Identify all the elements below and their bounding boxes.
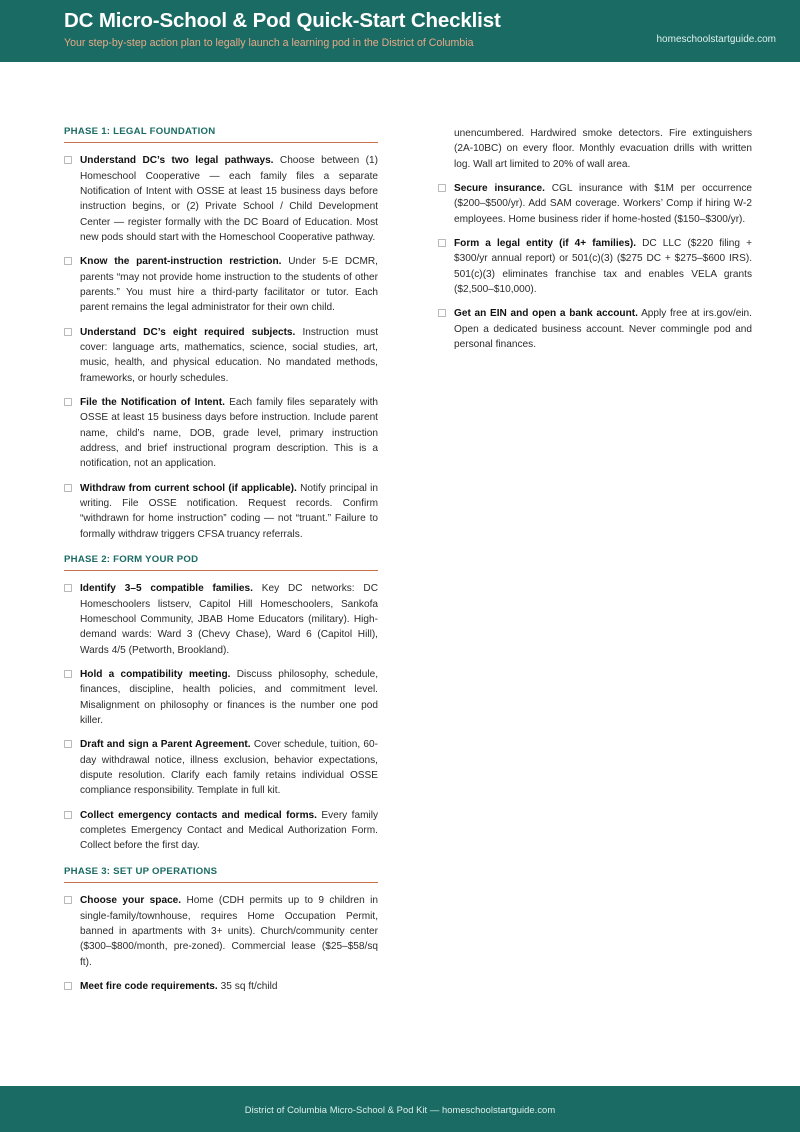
checkbox-icon[interactable] — [64, 740, 72, 748]
checklist-item-text — [454, 236, 752, 297]
checklist-item-text — [80, 893, 378, 970]
left-column — [64, 126, 378, 1006]
checklist-item-text — [80, 254, 378, 315]
phase-section — [64, 554, 378, 854]
checklist-item-text — [454, 306, 752, 352]
checklist-item — [64, 325, 378, 386]
checklist-item-text — [80, 395, 378, 472]
right-column — [438, 126, 752, 361]
phase-section — [64, 126, 378, 542]
checklist-item-description: Apply free at irs.gov/ein. Open a dedicated business account. Never commingle pod and personal finances. — [454, 308, 752, 350]
checkbox-icon[interactable] — [64, 670, 72, 678]
checklist-item-title: Form a legal entity (if 4+ families). — [454, 237, 637, 249]
checklist-item-description: Home (CDH permits up to 9 children in single-family/townhouse, requires Home Occupation Permit, banned in apartments with 3+ units). Church/community center ($300–$800/month, pre-zoned). Commercial lease ($25–$58/sq ft). — [80, 895, 378, 968]
checklist-item — [64, 893, 378, 970]
page-header — [0, 0, 800, 62]
checklist-item-description: Every family completes Emergency Contact and Medical Authorization Form. Collect before the first day. — [80, 809, 379, 852]
page-footer — [0, 1086, 800, 1132]
checkbox-icon[interactable] — [64, 811, 72, 819]
checkbox-icon[interactable] — [64, 584, 72, 592]
checklist-item-title: Secure insurance. — [454, 182, 545, 194]
checklist-item-text — [80, 325, 378, 386]
checkbox-icon[interactable] — [64, 156, 72, 164]
checklist-item-title: Hold a compatibility meeting. — [80, 669, 231, 681]
checklist-item-text — [80, 808, 378, 854]
checkbox-icon[interactable] — [438, 309, 446, 317]
checklist-item — [64, 153, 378, 245]
phase-heading — [64, 126, 378, 143]
checklist-item-description: Notify principal in writing. File OSSE notification. Request records. Confirm “withdrawn for home instruction” coding — not “truant.” Failure to formally withdraw triggers CFSA truancy referrals. — [80, 482, 378, 540]
checklist-item-title: Collect emergency contacts and medical forms. — [80, 809, 317, 821]
checklist-item — [64, 979, 378, 994]
checklist-item-text — [80, 667, 378, 728]
checklist-item-description: Key DC networks: DC Homeschoolers listserv, Capitol Hill Homeschoolers, Sankofa Homeschool Community, JBAB Home Educators (military). High-demand wards: Ward 3 (Chevy Chase), Ward 6 (Capitol Hill), Wards 4/5 (Petworth, Brookland). — [80, 583, 379, 656]
footer-text: District of Columbia Micro-School & Pod Kit — homeschoolstartguide.com — [244, 1103, 556, 1115]
checklist-item-description: DC LLC ($220 filing + $300/yr annual report) or 501(c)(3) ($275 DC + $275–$600 IRS). 501(c)(3) eliminates franchise tax and enables VELA grants ($2,500–$10,000). — [454, 237, 752, 295]
checklist-item-description: CGL insurance with $1M per occurrence ($200–$500/yr). Add SAM coverage. Workers’ Comp if hiring W-2 employees. Home business rider if home-hosted ($150–$300/yr). — [454, 182, 753, 225]
checkbox-icon[interactable] — [64, 257, 72, 265]
checklist-item-description: Cover schedule, tuition, 60-day withdrawal notice, illness exclusion, behavior expectations, dispute resolution. Clarify each family retains individual OSSE compliance responsibility. Template in full kit. — [80, 739, 378, 797]
checklist-item — [64, 254, 378, 315]
checklist-item — [64, 395, 378, 472]
checklist-item — [438, 306, 752, 352]
checklist-item-description: Discuss philosophy, schedule, finances, discipline, health policies, and commitment level. Misalignment on philosophy or finances is the number one pod killer. — [80, 669, 379, 727]
checklist-item-description: Each family files separately with OSSE at least 15 business days before instruction. Include parent name, child’s name, DOB, grade level, primary instruction address, and brief instructional program description. This is a notification, not an application. — [80, 397, 379, 470]
checklist-item-title: Know the parent-instruction restriction. — [80, 256, 282, 268]
checkbox-icon[interactable] — [64, 896, 72, 904]
checkbox-icon[interactable] — [438, 184, 446, 192]
checklist-item-title: Choose your space. — [80, 895, 182, 907]
checklist-item-title: Identify 3–5 compatible families. — [80, 583, 253, 595]
checkbox-icon[interactable] — [64, 328, 72, 336]
phase-heading-label: PHASE 3: SET UP OPERATIONS — [64, 865, 218, 877]
checklist-item — [64, 667, 378, 728]
checklist-item — [64, 581, 378, 658]
phase-section — [64, 866, 378, 994]
checklist-item-title: Understand DC’s two legal pathways. — [80, 155, 274, 167]
checklist-item-text — [80, 153, 378, 245]
checkbox-icon[interactable] — [64, 982, 72, 990]
checklist-item — [64, 808, 378, 854]
page-title: DC Micro-School & Pod Quick-Start Checklist — [64, 9, 501, 32]
phase-heading — [64, 866, 378, 883]
checklist-item-text — [80, 581, 378, 658]
checklist-item-description: Instruction must cover: language arts, mathematics, science, social studies, art, music, health, and physical education. No mandated methods, frameworks, or hourly schedules. — [80, 326, 379, 384]
phase-heading-divider — [64, 142, 378, 143]
checkbox-icon[interactable] — [64, 484, 72, 492]
checklist-item-description: 35 sq ft/child — [220, 980, 278, 992]
page-subtitle: Your step-by-step action plan to legally launch a learning pod in the District of Columbia — [64, 36, 474, 49]
checklist-item-text — [80, 481, 378, 542]
phase-heading-label: PHASE 1: LEGAL FOUNDATION — [64, 126, 216, 137]
checkbox-icon[interactable] — [64, 398, 72, 406]
header-website-url: homeschoolstartguide.com — [656, 34, 776, 45]
continued-paragraph: unencumbered. Hardwired smoke detectors. Fire extinguishers (2A-10BC) on every floor. Monthly evacuation drills with written log. Wall art limited to 20% of wall area. — [454, 128, 752, 170]
checklist-item — [438, 181, 752, 227]
checklist-item-description: Choose between (1) Homeschool Cooperative — each family files a separate Notification of Intent with OSSE at least 15 business days before instruction begins, or (2) Private School / Child Development Center — register formally with the DC Board of Education. Most new pods should start with the Homeschool Cooperative pathway. — [80, 155, 378, 244]
checklist-item-text — [80, 737, 378, 798]
checkbox-icon[interactable] — [438, 239, 446, 247]
phase-heading-divider — [64, 570, 378, 571]
phase-heading-divider — [64, 882, 378, 883]
checklist-item-title: Draft and sign a Parent Agreement. — [80, 739, 251, 751]
checklist-item-title: File the Notification of Intent. — [80, 397, 225, 409]
checklist-item — [438, 236, 752, 297]
phase-heading — [64, 554, 378, 571]
checklist-item — [64, 737, 378, 798]
checklist-item-text — [80, 979, 378, 994]
checklist-item-title: Meet fire code requirements. — [80, 980, 218, 992]
phase-heading-label: PHASE 2: FORM YOUR POD — [64, 554, 199, 566]
two-column-layout — [64, 126, 755, 1006]
checklist-item-title: Withdraw from current school (if applicable). — [80, 482, 297, 494]
checklist-item-title: Get an EIN and open a bank account. — [454, 308, 638, 320]
document-body — [0, 62, 800, 1086]
checklist-item-text — [454, 181, 752, 227]
checklist-item-description: Under 5-E DCMR, parents “may not provide home instruction to the students of other parents.” You must hire a third-party facilitator or tutor. Each parent remains the legal administrator for their own child. — [80, 256, 378, 314]
checklist-item — [64, 481, 378, 542]
checklist-item-title: Understand DC’s eight required subjects. — [80, 326, 296, 338]
